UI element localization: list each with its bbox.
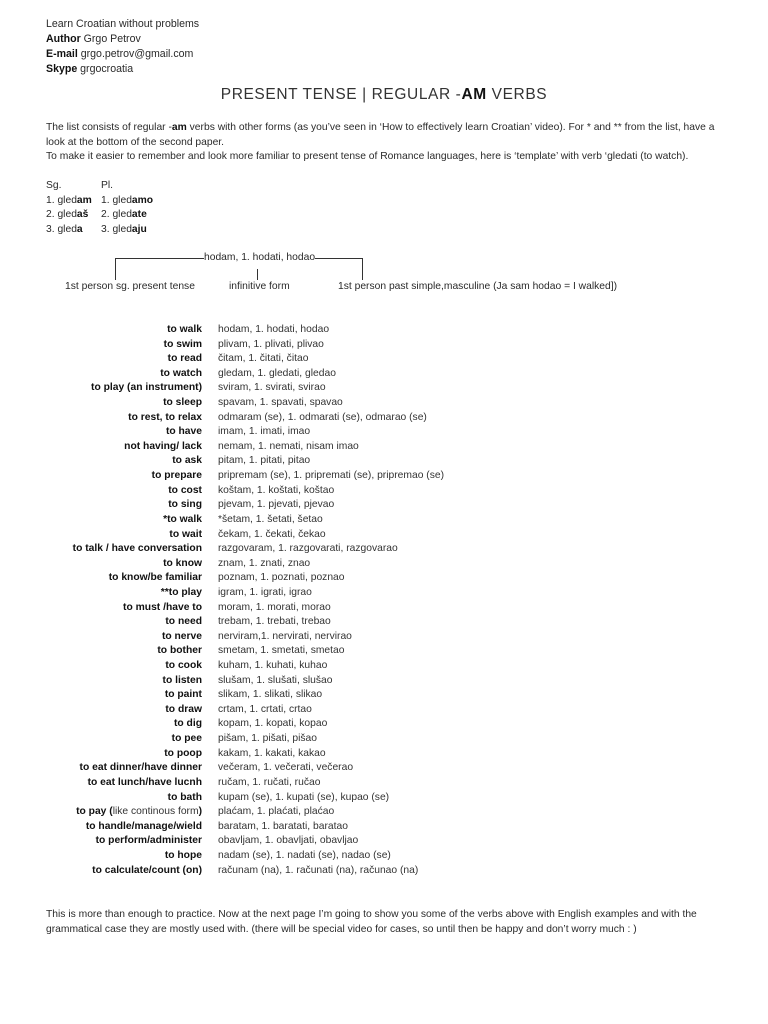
verb-row xyxy=(0,571,768,586)
verb-croatian: plivam, 1. plivati, plivao xyxy=(218,338,324,350)
verb-row xyxy=(0,849,768,864)
verb-list xyxy=(0,323,768,878)
verb-english: to rest, to relax xyxy=(128,411,202,423)
verb-croatian: plaćam, 1. plaćati, plaćao xyxy=(218,806,335,818)
verb-row xyxy=(0,703,768,718)
verb-english: to need xyxy=(165,616,202,628)
site-tagline: Learn Croatian without problems xyxy=(46,18,200,30)
verb-english: to paint xyxy=(164,689,202,701)
verb-row xyxy=(0,469,768,484)
verb-row xyxy=(0,834,768,849)
verb-croatian: pišam, 1. pišati, pišao xyxy=(218,733,318,745)
label-infinitive: infinitive form xyxy=(229,281,290,292)
verb-english: to know/be familiar xyxy=(108,572,202,584)
verb-croatian: kopam, 1. kopati, kopao xyxy=(218,718,328,730)
verb-english: to swim xyxy=(163,338,202,350)
verb-croatian: računam (na), 1. računati (na), računao (na) xyxy=(218,864,419,876)
verb-croatian: imam, 1. imati, imao xyxy=(218,426,311,438)
intro-paragraph: The list consists of regular -am verbs with other forms (as you’ve seen in ‘How to effectively learn Croatian’ video). For * and ** from the list, have a look at the bottom of the second paper. To make it easier to remember and look more familiar to present tense of Romance languages, here is ‘template’ with verb ‘gledati (to watch). xyxy=(46,122,715,162)
verb-english: to pay (like continous form) xyxy=(76,806,202,818)
verb-croatian: čitam, 1. čitati, čitao xyxy=(218,353,309,365)
verb-croatian: obavljam, 1. obavljati, obavljao xyxy=(218,835,359,847)
bracket-line xyxy=(315,258,363,259)
conj-row: 1. gledamo xyxy=(101,194,154,206)
conj-row: 3. gledaju xyxy=(101,223,147,235)
verb-croatian: *šetam, 1. šetati, šetao xyxy=(218,513,323,525)
verb-english: to have xyxy=(165,426,202,438)
verb-row xyxy=(0,805,768,820)
plural-label: Pl. xyxy=(101,180,114,191)
verb-row xyxy=(0,732,768,747)
verb-row xyxy=(0,513,768,528)
verb-row xyxy=(0,542,768,557)
verb-english: to watch xyxy=(160,367,202,379)
verb-croatian: poznam, 1. poznati, poznao xyxy=(218,572,345,584)
verb-croatian: večeram, 1. večerati, večerao xyxy=(218,762,354,774)
verb-row xyxy=(0,484,768,499)
verb-croatian: pripremam (se), 1. pripremati (se), pripremao (se) xyxy=(218,470,445,482)
verb-english: to sing xyxy=(168,499,202,511)
verb-croatian: koštam, 1. koštati, koštao xyxy=(218,484,335,496)
verb-english: to bath xyxy=(167,791,202,803)
verb-english: to nerve xyxy=(161,630,202,642)
verb-row xyxy=(0,454,768,469)
author-label: Author xyxy=(46,33,81,45)
verb-row xyxy=(0,411,768,426)
verb-english: to pee xyxy=(171,733,202,745)
verb-english: to must /have to xyxy=(123,601,202,613)
verb-english: to eat dinner/have dinner xyxy=(79,762,202,774)
label-past: 1st person past simple,masculine (Ja sam hodao = I walked]) xyxy=(338,281,618,292)
verb-croatian: baratam, 1. baratati, baratao xyxy=(218,820,348,832)
verb-english: to eat lunch/have lucnh xyxy=(87,776,202,788)
verb-row xyxy=(0,586,768,601)
verb-croatian: kupam (se), 1. kupati (se), kupao (se) xyxy=(218,791,390,803)
verb-row xyxy=(0,791,768,806)
verb-row xyxy=(0,776,768,791)
verb-row xyxy=(0,367,768,382)
verb-croatian: gledam, 1. gledati, gledao xyxy=(218,367,336,379)
verb-croatian: znam, 1. znati, znao xyxy=(218,557,311,569)
page-title: PRESENT TENSE | REGULAR -AM VERBS xyxy=(220,86,548,103)
verb-english: to poop xyxy=(164,747,202,759)
bracket-line xyxy=(362,258,363,280)
verb-english: to sleep xyxy=(163,397,202,409)
verb-row xyxy=(0,528,768,543)
verb-row xyxy=(0,396,768,411)
verb-croatian: hodam, 1. hodati, hodao xyxy=(218,324,330,335)
verb-english: to listen xyxy=(162,674,202,686)
verb-english: to cost xyxy=(168,484,202,496)
verb-english: to play (an instrument) xyxy=(91,382,202,394)
verb-row xyxy=(0,352,768,367)
conj-row: 2. gledaš xyxy=(46,209,89,221)
verb-row xyxy=(0,338,768,353)
verb-row xyxy=(0,440,768,455)
verb-croatian: pjevam, 1. pjevati, pjevao xyxy=(218,499,335,511)
diagram-example: hodam, 1. hodati, hodao xyxy=(204,252,316,263)
verb-row xyxy=(0,761,768,776)
verb-row xyxy=(0,688,768,703)
verb-row xyxy=(0,498,768,513)
verb-croatian: razgovaram, 1. razgovarati, razgovarao xyxy=(218,543,398,555)
verb-english: to bother xyxy=(157,645,202,657)
verb-english: to know xyxy=(163,557,202,569)
email-label: E-mail xyxy=(46,48,78,60)
form-diagram xyxy=(0,250,768,300)
verb-row xyxy=(0,644,768,659)
skype-value: grgocroatia xyxy=(77,63,134,75)
verb-row xyxy=(0,820,768,835)
skype-line xyxy=(46,62,199,77)
verb-english: to read xyxy=(167,353,202,365)
skype-label: Skype xyxy=(46,63,78,75)
conj-row: 3. gleda xyxy=(46,223,83,235)
verb-croatian: slikam, 1. slikati, slikao xyxy=(218,689,323,701)
conj-row: 1. gledam xyxy=(46,194,92,206)
bracket-line xyxy=(115,258,204,259)
author-line xyxy=(46,32,199,47)
verb-croatian: sviram, 1. svirati, svirao xyxy=(218,382,326,394)
verb-croatian: nerviram,1. nervirati, nervirao xyxy=(218,630,352,642)
verb-croatian: nadam (se), 1. nadati (se), nadao (se) xyxy=(218,849,391,861)
verb-english: to walk xyxy=(167,324,202,335)
verb-english: to prepare xyxy=(151,470,202,482)
verb-row xyxy=(0,864,768,879)
verb-english: to perform/administer xyxy=(95,835,202,847)
verb-english: *to walk xyxy=(163,513,202,525)
verb-croatian: smetam, 1. smetati, smetao xyxy=(218,645,345,657)
verb-row xyxy=(0,323,768,338)
verb-row xyxy=(0,381,768,396)
verb-english: to handle/manage/wield xyxy=(85,820,202,832)
author-value: Grgo Petrov xyxy=(80,33,141,45)
verb-croatian: ručam, 1. ručati, ručao xyxy=(218,776,321,788)
label-present: 1st person sg. present tense xyxy=(65,281,195,292)
verb-croatian: nemam, 1. nemati, nisam imao xyxy=(218,440,359,452)
verb-croatian: čekam, 1. čekati, čekao xyxy=(218,528,326,540)
conj-row: 2. gledate xyxy=(101,209,147,221)
verb-english: to wait xyxy=(169,528,202,540)
verb-croatian: pitam, 1. pitati, pitao xyxy=(218,455,311,467)
email-value: grgo.petrov@gmail.com xyxy=(77,48,194,60)
bracket-line xyxy=(257,269,258,280)
verb-english: **to play xyxy=(160,586,202,598)
verb-english: to cook xyxy=(165,660,202,672)
verb-english: to calculate/count (on) xyxy=(92,864,202,876)
closing-paragraph: This is more than enough to practice. Now at the next page I’m going to show you some of the verbs above with English examples and with the grammatical case they are mostly used with. (there will be special video for cases, so until then be happy and don’t worry much : ) xyxy=(46,909,697,935)
verb-english: to dig xyxy=(173,718,202,730)
verb-english: not having/ lack xyxy=(124,440,202,452)
verb-croatian: trebam, 1. trebati, trebao xyxy=(218,616,331,628)
verb-row xyxy=(0,659,768,674)
verb-croatian: crtam, 1. crtati, crtao xyxy=(218,703,312,715)
verb-row xyxy=(0,425,768,440)
verb-row xyxy=(0,717,768,732)
singular-label: Sg. xyxy=(46,180,62,191)
verb-croatian: kuham, 1. kuhati, kuhao xyxy=(218,660,328,672)
verb-row xyxy=(0,615,768,630)
verb-croatian: kakam, 1. kakati, kakao xyxy=(218,747,326,759)
verb-croatian: igram, 1. igrati, igrao xyxy=(218,586,312,598)
verb-row xyxy=(0,674,768,689)
author-info xyxy=(46,17,199,77)
verb-english: to talk / have conversation xyxy=(72,543,202,555)
email-line xyxy=(46,47,199,62)
verb-english: to ask xyxy=(172,455,202,467)
bracket-line xyxy=(115,258,116,280)
verb-row xyxy=(0,747,768,762)
verb-english: to draw xyxy=(165,703,202,715)
verb-croatian: moram, 1. morati, morao xyxy=(218,601,331,613)
conjugation-template xyxy=(46,179,154,237)
verb-english: to hope xyxy=(164,849,202,861)
verb-row xyxy=(0,630,768,645)
verb-croatian: slušam, 1. slušati, slušao xyxy=(218,674,333,686)
verb-croatian: spavam, 1. spavati, spavao xyxy=(218,397,343,409)
verb-croatian: odmaram (se), 1. odmarati (se), odmarao (se) xyxy=(218,411,427,423)
verb-row xyxy=(0,601,768,616)
verb-row xyxy=(0,557,768,572)
